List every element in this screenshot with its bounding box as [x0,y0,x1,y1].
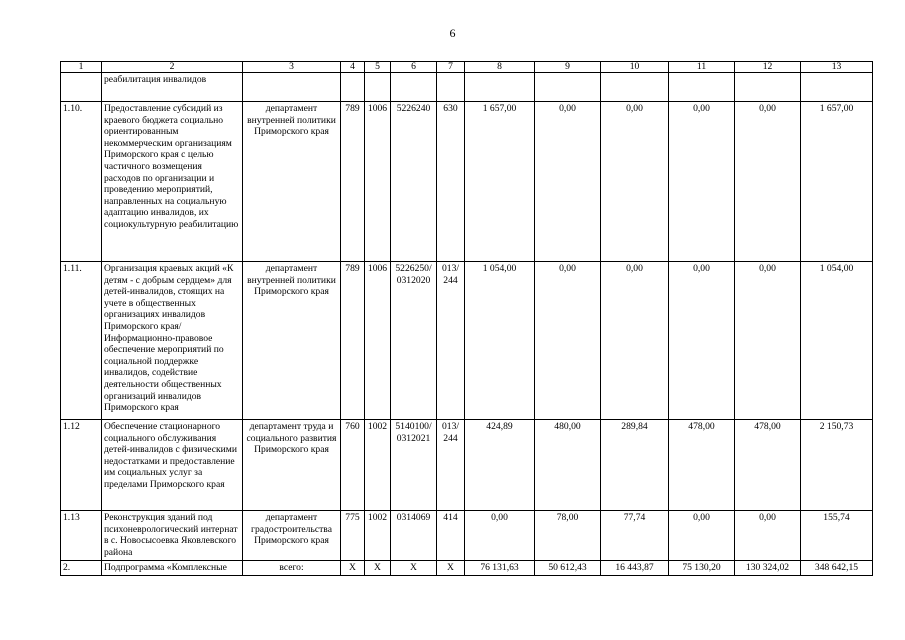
column-header: 8 [465,62,535,73]
row-name: Подпрограмма «Комплексные [102,561,243,576]
column-header: 5 [365,62,391,73]
row-cell: 414 [437,511,465,561]
table-row [61,102,873,262]
row-value [669,73,735,102]
row-cell: X [437,561,465,576]
column-header: 3 [243,62,341,73]
row-cell [365,73,391,102]
row-cell [437,73,465,102]
column-header: 12 [735,62,801,73]
table-row [61,73,873,102]
row-cell: 1002 [365,511,391,561]
row-value: 0,00 [669,511,735,561]
row-department [243,73,341,102]
column-header: 6 [391,62,437,73]
table-header-row [61,62,873,73]
row-number: 1.11. [61,262,102,420]
row-value: 0,00 [735,102,801,262]
column-header: 7 [437,62,465,73]
page-number: 6 [449,26,456,40]
table-row [61,420,873,511]
row-name: реабилитация инвалидов [102,73,243,102]
row-value: 478,00 [669,420,735,511]
row-value: 480,00 [535,420,601,511]
row-cell: 5140100/ 0312021 [391,420,437,511]
row-value: 0,00 [735,511,801,561]
table-row [61,561,873,576]
column-header: 1 [61,62,102,73]
row-value: 348 642,15 [801,561,873,576]
row-cell: 5226240 [391,102,437,262]
row-cell: X [365,561,391,576]
column-header: 10 [601,62,669,73]
column-header: 13 [801,62,873,73]
row-department: департамент внутренней политики Приморского края [243,262,341,420]
row-value: 2 150,73 [801,420,873,511]
column-header: 2 [102,62,243,73]
row-cell: 1006 [365,102,391,262]
column-header: 9 [535,62,601,73]
row-value: 75 130,20 [669,561,735,576]
row-number: 1.10. [61,102,102,262]
row-cell: 0314069 [391,511,437,561]
row-value: 478,00 [735,420,801,511]
row-value: 0,00 [669,262,735,420]
row-value: 130 324,02 [735,561,801,576]
row-cell: 760 [341,420,365,511]
row-value: 0,00 [735,262,801,420]
row-department: департамент внутренней политики Приморского края [243,102,341,262]
row-name: Реконструкция зданий под психоневрологический интернат в с. Новосысоевка Яковлевского района [102,511,243,561]
row-cell: 630 [437,102,465,262]
row-value: 76 131,63 [465,561,535,576]
column-header: 11 [669,62,735,73]
table-row [61,511,873,561]
row-value: 78,00 [535,511,601,561]
row-value: 424,89 [465,420,535,511]
row-department: департамент труда и социального развития Приморского края [243,420,341,511]
row-department: всего: [243,561,341,576]
budget-table [60,61,873,576]
row-cell: X [341,561,365,576]
row-cell: 789 [341,102,365,262]
row-value: 0,00 [601,262,669,420]
row-value: 155,74 [801,511,873,561]
row-department: департамент градостроительства Приморского края [243,511,341,561]
column-header: 4 [341,62,365,73]
row-value: 0,00 [535,262,601,420]
row-cell: 5226250/ 0312020 [391,262,437,420]
row-value [535,73,601,102]
row-value: 1 054,00 [801,262,873,420]
row-value: 50 612,43 [535,561,601,576]
row-cell: X [391,561,437,576]
row-value: 1 657,00 [465,102,535,262]
row-name: Обеспечение стационарного социального обслуживания детей-инвалидов с физическими недостатками и предоставление им социальных услуг за пределами Приморского края [102,420,243,511]
row-name: Предоставление субсидий из краевого бюджета социально ориентированным некоммерческим организациям Приморского края с целью частичного возмещения расходов по организации и проведению мероприятий, направленных на социальную адаптацию инвалидов, их социокультурную реабилитацию [102,102,243,262]
row-value [601,73,669,102]
row-value [801,73,873,102]
row-value: 16 443,87 [601,561,669,576]
row-value: 1 054,00 [465,262,535,420]
row-cell [341,73,365,102]
row-number [61,73,102,102]
row-value [465,73,535,102]
row-value: 0,00 [465,511,535,561]
row-name: Организация краевых акций «К детям - с добрым сердцем» для детей-инвалидов, стоящих на учете в общественных организациях инвалидов Приморского края/ Информационно-правовое обеспечение мероприятий по социальной поддержке инвалидов, содействие деятельности общественных организаций инвалидов Приморского края [102,262,243,420]
row-cell: 1002 [365,420,391,511]
row-value: 77,74 [601,511,669,561]
row-value [735,73,801,102]
row-value: 289,84 [601,420,669,511]
row-cell: 1006 [365,262,391,420]
row-value: 1 657,00 [801,102,873,262]
row-cell: 013/ 244 [437,262,465,420]
row-number: 2. [61,561,102,576]
table-row [61,262,873,420]
row-cell: 013/ 244 [437,420,465,511]
row-value: 0,00 [669,102,735,262]
row-value: 0,00 [535,102,601,262]
row-value: 0,00 [601,102,669,262]
row-number: 1.12 [61,420,102,511]
row-cell: 789 [341,262,365,420]
row-number: 1.13 [61,511,102,561]
row-cell: 775 [341,511,365,561]
row-cell [391,73,437,102]
